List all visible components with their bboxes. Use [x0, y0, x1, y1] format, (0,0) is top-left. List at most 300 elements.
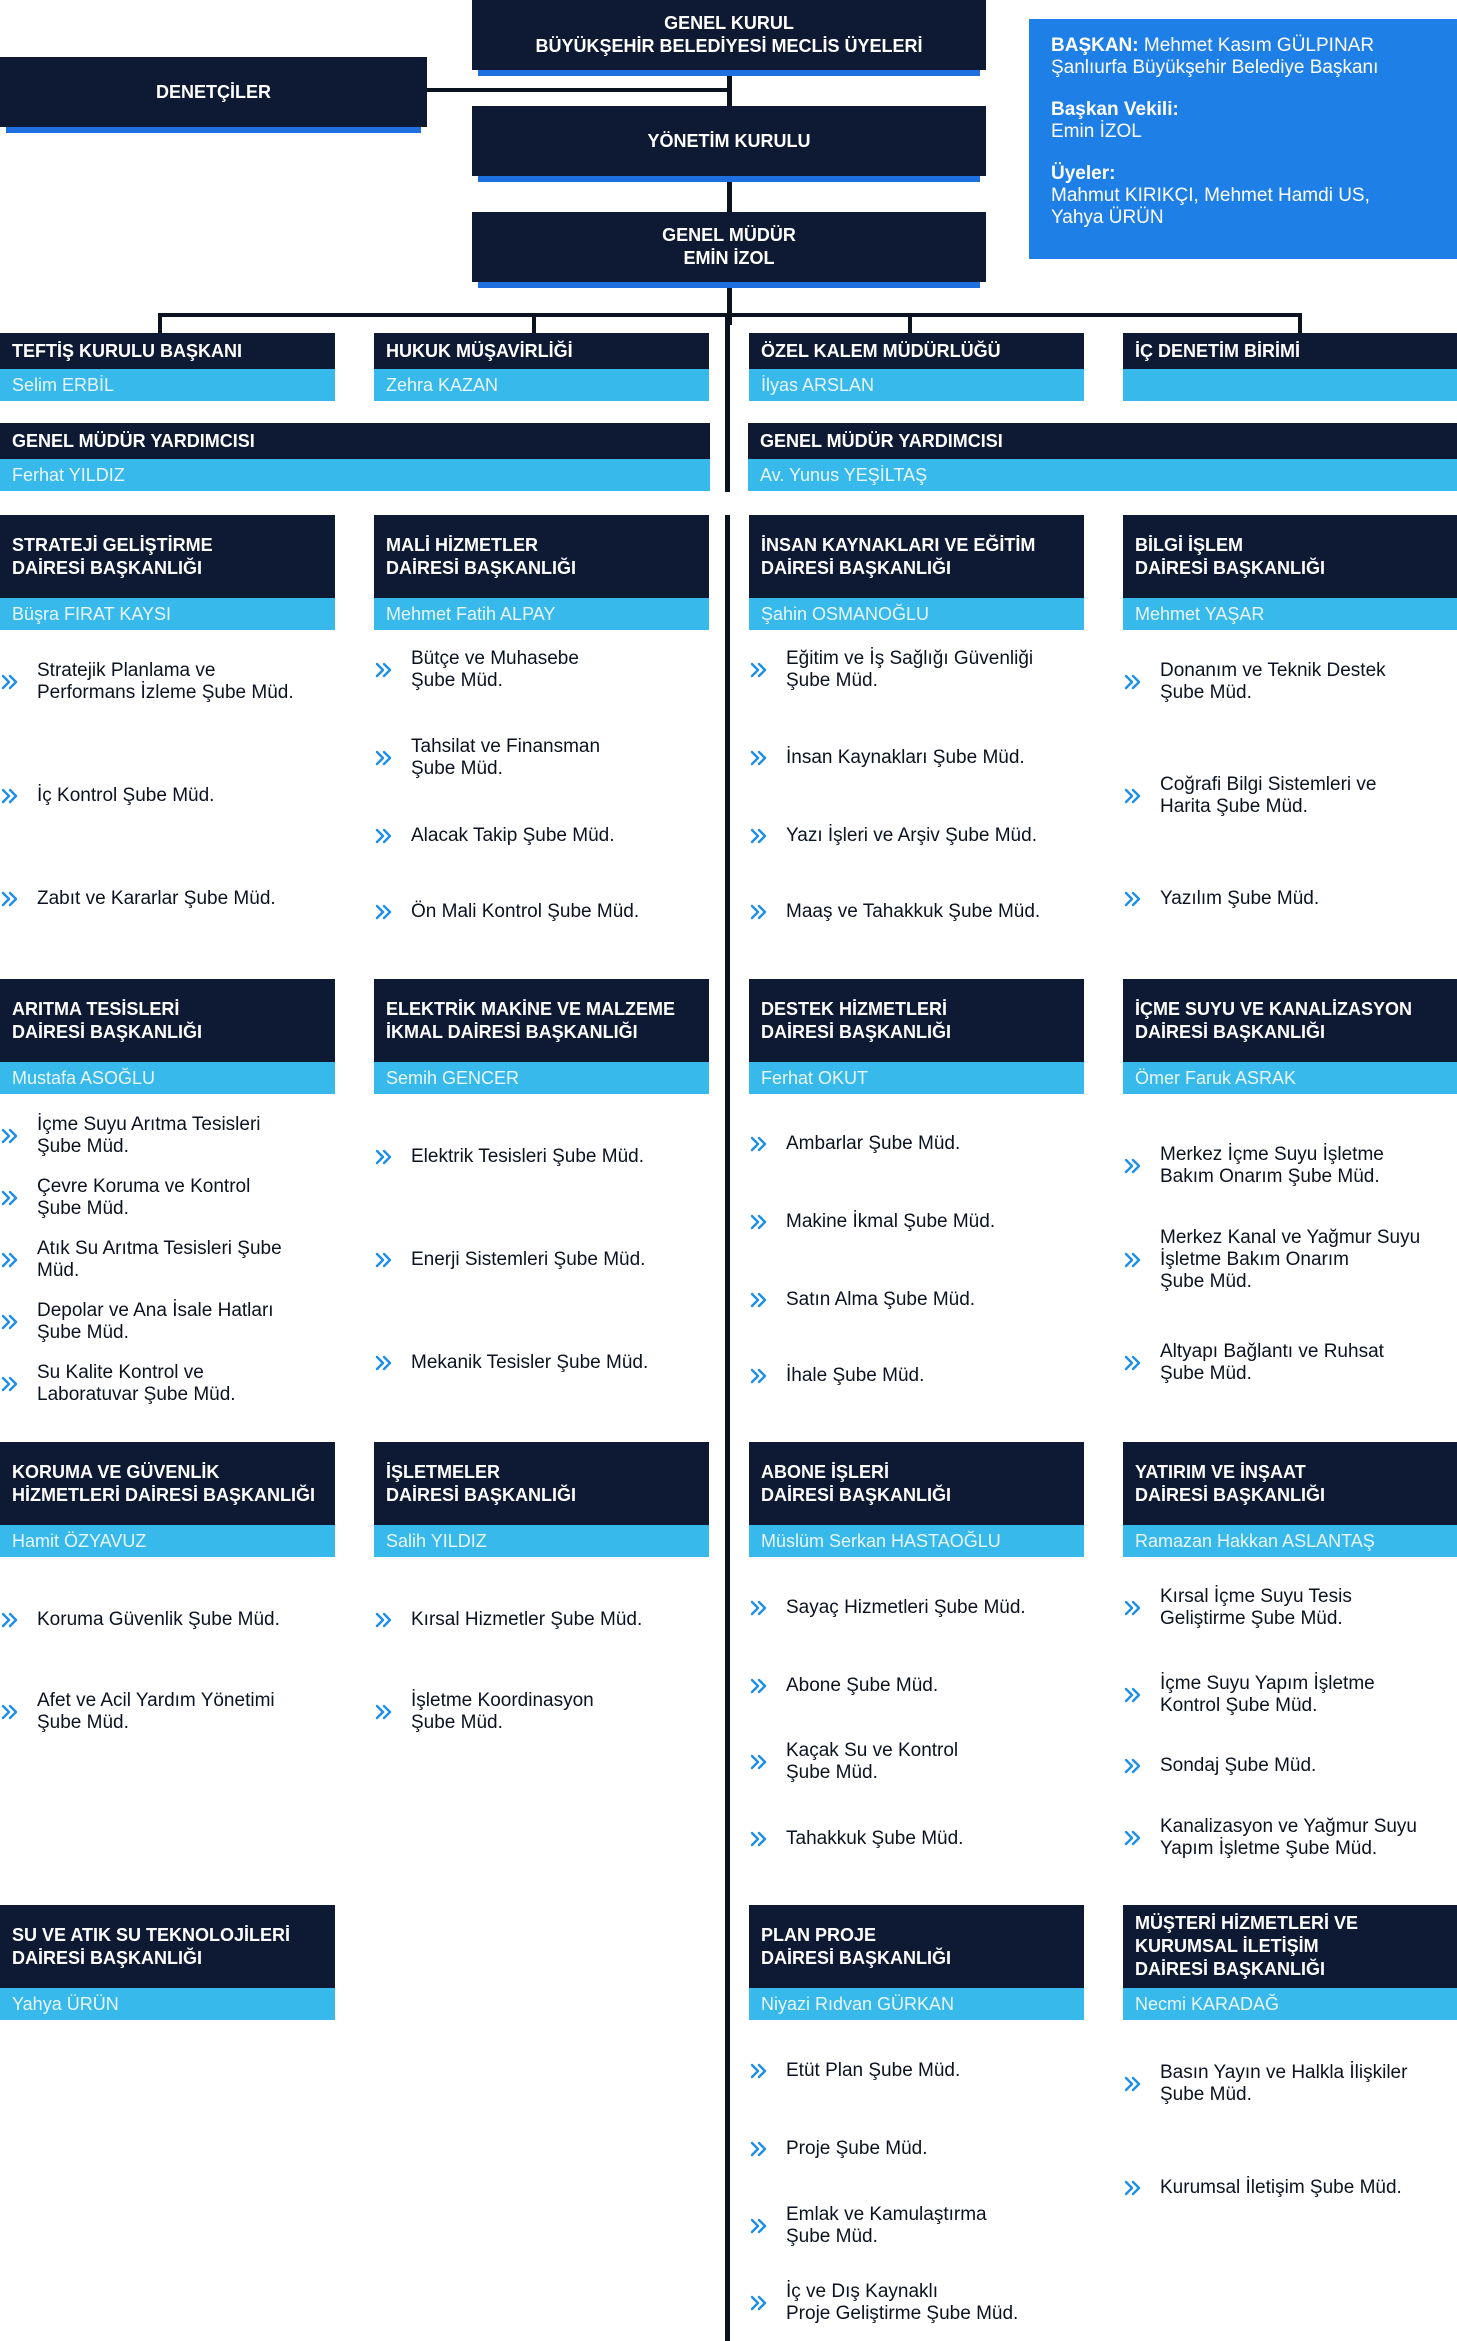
sub-unit-label-line: Yazı İşleri ve Arşiv Şube Müd. — [786, 825, 1037, 846]
sub-unit-label-line: Ön Mali Kontrol Şube Müd. — [411, 901, 640, 922]
double-chevron-right-icon — [1123, 1156, 1143, 1176]
double-chevron-right-icon — [0, 1610, 20, 1630]
double-chevron-right-icon — [749, 2293, 769, 2313]
sub-unit-item — [1123, 2177, 1457, 2199]
denetciler-box — [0, 57, 427, 127]
double-chevron-right-icon — [749, 748, 769, 768]
sub-unit-label-line: Performans İzleme Şube Müd. — [37, 682, 294, 703]
sub-unit-item — [374, 1352, 709, 1374]
genel-kurul-subtitle: BÜYÜKŞEHİR BELEDİYESİ MECLİS ÜYELERİ — [535, 36, 923, 56]
staff-box-4 — [1123, 333, 1457, 401]
double-chevron-right-icon — [374, 1610, 394, 1630]
sub-unit-item — [0, 1114, 335, 1158]
sub-unit-item — [749, 648, 1084, 692]
sub-unit-item — [749, 1211, 1084, 1233]
sub-unit-label — [37, 1690, 275, 1734]
genel-mudur-name: EMİN İZOL — [683, 248, 775, 268]
sub-unit-label — [1160, 660, 1386, 704]
double-chevron-right-icon — [374, 1250, 394, 1270]
sub-unit-item — [1123, 660, 1457, 704]
department-13 — [0, 1905, 335, 2020]
sub-unit-label-line: Yazılım Şube Müd. — [1160, 888, 1320, 909]
department-4-person: Mehmet YAŞAR — [1123, 598, 1457, 630]
double-chevron-right-icon — [374, 748, 394, 768]
sub-unit-label-line: Atık Su Arıtma Tesisleri Şube — [37, 1238, 282, 1259]
double-chevron-right-icon — [749, 1290, 769, 1310]
sub-unit-label-line: Kırsal İçme Suyu Tesis — [1160, 1586, 1352, 1607]
department-4-title-line: BİLGİ İŞLEM — [1135, 534, 1243, 555]
sub-unit-label-line: Sayaç Hizmetleri Şube Müd. — [786, 1597, 1026, 1618]
department-12-person: Ramazan Hakkan ASLANTAŞ — [1123, 1525, 1457, 1557]
sub-unit-label-line: Şube Müd. — [1160, 1363, 1252, 1384]
sub-unit-item — [749, 747, 1084, 769]
double-chevron-right-icon — [0, 672, 20, 692]
department-2-person: Mehmet Fatih ALPAY — [374, 598, 709, 630]
sub-unit-item — [1123, 774, 1457, 818]
sub-unit-item — [374, 736, 709, 780]
double-chevron-right-icon — [1123, 2178, 1143, 2198]
sub-unit-label — [411, 648, 579, 692]
sub-unit-label-line: Bütçe ve Muhasebe — [411, 648, 579, 669]
department-11-title-line: DAİRESİ BAŞKANLIĞI — [761, 1484, 952, 1505]
sub-unit-label — [786, 1289, 975, 1311]
sub-unit-label-line: Çevre Koruma ve Kontrol — [37, 1176, 251, 1197]
sub-unit-label-line: Basın Yayın ve Halkla İlişkiler — [1160, 2062, 1408, 2083]
deputy-box-1-title — [0, 423, 710, 459]
sub-unit-label — [411, 1690, 594, 1734]
sub-unit-item — [0, 1300, 335, 1344]
staff-box-3-person: İlyas ARSLAN — [749, 369, 1084, 401]
double-chevron-right-icon — [0, 1312, 20, 1332]
sub-unit-item — [749, 825, 1084, 847]
double-chevron-right-icon — [0, 1250, 20, 1270]
sub-unit-label — [411, 901, 639, 923]
sub-unit-label-line: Stratejik Planlama ve — [37, 660, 216, 681]
sub-unit-label — [786, 1828, 963, 1850]
department-1-person: Büşra FIRAT KAYSI — [0, 598, 335, 630]
sub-unit-label — [786, 825, 1037, 847]
double-chevron-right-icon — [1123, 672, 1143, 692]
department-5 — [0, 979, 335, 1094]
department-10-title — [374, 1442, 709, 1525]
connector-staff-drop-3 — [908, 313, 912, 333]
staff-box-1-title-line: TEFTİŞ KURULU BAŞKANI — [12, 340, 242, 361]
double-chevron-right-icon — [1123, 1828, 1143, 1848]
staff-box-2-title-line: HUKUK MÜŞAVİRLİĞİ — [386, 340, 573, 361]
sub-unit-item — [749, 901, 1084, 923]
sub-unit-item — [749, 2204, 1084, 2248]
sub-unit-label-line: Geliştirme Şube Müd. — [1160, 1608, 1343, 1629]
sub-unit-label-line: Satın Alma Şube Müd. — [786, 1289, 976, 1310]
staff-box-2-title — [374, 333, 709, 369]
sub-unit-label — [1160, 2177, 1402, 2199]
double-chevron-right-icon — [749, 902, 769, 922]
yonetim-kurulu-title: YÖNETİM KURULU — [647, 130, 811, 151]
department-15-person: Necmi KARADAĞ — [1123, 1988, 1457, 2020]
sub-unit-label — [1160, 1341, 1384, 1385]
sub-unit-label — [786, 1675, 938, 1697]
department-5-person: Mustafa ASOĞLU — [0, 1062, 335, 1094]
staff-box-1-person: Selim ERBİL — [0, 369, 335, 401]
baskan-label: BAŞKAN: — [1051, 35, 1139, 56]
double-chevron-right-icon — [374, 1147, 394, 1167]
sub-unit-label — [37, 785, 214, 807]
double-chevron-right-icon — [749, 1676, 769, 1696]
double-chevron-right-icon — [374, 902, 394, 922]
sub-unit-item — [0, 1238, 335, 1282]
department-9-title-line: HİZMETLERİ DAİRESİ BAŞKANLIĞI — [12, 1484, 316, 1505]
department-2-title — [374, 515, 709, 598]
sub-unit-label — [1160, 1755, 1316, 1777]
sub-unit-label-line: Şube Müd. — [411, 1712, 503, 1733]
department-5-title — [0, 979, 335, 1062]
sub-unit-label — [786, 1365, 924, 1387]
department-1-title-line: STRATEJİ GELİŞTİRME — [12, 534, 213, 555]
sub-unit-label — [786, 1211, 995, 1233]
sub-unit-item — [374, 1690, 709, 1734]
board-info-box — [1029, 19, 1457, 259]
department-12-title — [1123, 1442, 1457, 1525]
sub-unit-item — [749, 1740, 1084, 1784]
double-chevron-right-icon — [749, 1752, 769, 1772]
double-chevron-right-icon — [749, 2139, 769, 2159]
sub-unit-label-line: Müd. — [37, 1260, 80, 1281]
sub-unit-item — [1123, 1755, 1457, 1777]
double-chevron-right-icon — [374, 660, 394, 680]
department-6-title-line: ELEKTRİK MAKİNE VE MALZEME — [386, 998, 676, 1019]
department-4 — [1123, 515, 1457, 630]
sub-unit-item — [1123, 888, 1457, 910]
connector-staff-horizontal — [158, 313, 1302, 317]
staff-box-4-title — [1123, 333, 1457, 369]
sub-unit-label-line: Kontrol Şube Müd. — [1160, 1695, 1318, 1716]
department-11-person: Müslüm Serkan HASTAOĞLU — [749, 1525, 1084, 1557]
deputy-box-2-title-line: GENEL MÜDÜR YARDIMCISI — [760, 430, 1003, 451]
sub-unit-item — [1123, 1586, 1457, 1630]
deputy-box-1-person: Ferhat YILDIZ — [0, 459, 710, 491]
department-7-title — [749, 979, 1084, 1062]
sub-unit-label-line: Altyapı Bağlantı ve Ruhsat — [1160, 1341, 1384, 1362]
sub-unit-item — [749, 1133, 1084, 1155]
sub-unit-label — [1160, 2062, 1407, 2106]
connector-denetciler — [427, 88, 727, 92]
double-chevron-right-icon — [1123, 1250, 1143, 1270]
sub-unit-label-line: Maaş ve Tahakkuk Şube Müd. — [786, 901, 1041, 922]
department-3-title-line: DAİRESİ BAŞKANLIĞI — [761, 557, 952, 578]
sub-unit-item — [1123, 1227, 1457, 1293]
double-chevron-right-icon — [749, 1212, 769, 1232]
sub-unit-label — [37, 1176, 250, 1220]
double-chevron-right-icon — [749, 2061, 769, 2081]
sub-unit-item — [374, 1146, 709, 1168]
connector-staff-drop-1 — [158, 313, 162, 333]
department-15 — [1123, 1905, 1457, 2020]
sub-unit-item — [0, 1609, 335, 1631]
sub-unit-label-line: Şube Müd. — [37, 1136, 129, 1157]
sub-unit-label-line: Donanım ve Teknik Destek — [1160, 660, 1386, 681]
department-13-person: Yahya ÜRÜN — [0, 1988, 335, 2020]
genel-mudur-title: GENEL MÜDÜR — [662, 225, 796, 245]
connector-staff-drop-4 — [1298, 313, 1302, 333]
department-11-title-line: ABONE İŞLERİ — [761, 1461, 890, 1482]
uyeler-line-1: Mahmut KIRIKÇI, Mehmet Hamdi US, — [1051, 185, 1370, 206]
double-chevron-right-icon — [749, 826, 769, 846]
department-13-title-line: DAİRESİ BAŞKANLIĞI — [12, 1947, 203, 1968]
department-15-title-line: DAİRESİ BAŞKANLIĞI — [1135, 1959, 1326, 1979]
sub-unit-label-line: İçme Suyu Yapım İşletme — [1160, 1673, 1375, 1694]
department-15-title — [1123, 1905, 1457, 1988]
sub-unit-label-line: Afet ve Acil Yardım Yönetimi — [37, 1690, 275, 1711]
sub-unit-item — [374, 648, 709, 692]
department-8-title-line: İÇME SUYU VE KANALİZASYON — [1135, 998, 1413, 1019]
sub-unit-item — [749, 2060, 1084, 2082]
sub-unit-label — [411, 1609, 642, 1631]
double-chevron-right-icon — [749, 2216, 769, 2236]
double-chevron-right-icon — [1123, 1353, 1143, 1373]
sub-unit-label-line: Bakım Onarım Şube Müd. — [1160, 1166, 1380, 1187]
department-7-title-line: DAİRESİ BAŞKANLIĞI — [761, 1021, 952, 1042]
sub-unit-label-line: Alacak Takip Şube Müd. — [411, 825, 615, 846]
staff-box-4-title-line: İÇ DENETİM BİRİMİ — [1135, 340, 1300, 361]
department-8-person: Ömer Faruk ASRAK — [1123, 1062, 1457, 1094]
double-chevron-right-icon — [374, 826, 394, 846]
department-10-title-line: İŞLETMELER — [386, 1461, 501, 1482]
yonetim-kurulu-box — [472, 106, 986, 176]
sub-unit-item — [749, 1365, 1084, 1387]
staff-box-3-title — [749, 333, 1084, 369]
department-14-person: Niyazi Rıdvan GÜRKAN — [749, 1988, 1084, 2020]
sub-unit-item — [0, 660, 335, 704]
sub-unit-item — [749, 1828, 1084, 1850]
sub-unit-label — [786, 2138, 928, 2160]
connector-main-vertical — [725, 515, 730, 2341]
sub-unit-item — [0, 1362, 335, 1406]
sub-unit-label-line: Şube Müd. — [37, 1322, 129, 1343]
sub-unit-label-line: İç Kontrol Şube Müd. — [37, 785, 215, 806]
sub-unit-label-line: İç ve Dış Kaynaklı — [786, 2281, 939, 2302]
sub-unit-label — [37, 660, 294, 704]
staff-box-4-person — [1123, 369, 1457, 401]
staff-box-3-title-line: ÖZEL KALEM MÜDÜRLÜĞÜ — [761, 340, 1001, 361]
sub-unit-label — [786, 747, 1025, 769]
sub-unit-item — [749, 1675, 1084, 1697]
department-10-title-line: DAİRESİ BAŞKANLIĞI — [386, 1484, 577, 1505]
sub-unit-label — [786, 2060, 960, 2082]
sub-unit-label — [1160, 1586, 1352, 1630]
sub-unit-label — [786, 2204, 987, 2248]
department-13-title — [0, 1905, 335, 1988]
double-chevron-right-icon — [0, 1702, 20, 1722]
sub-unit-label-line: Makine İkmal Şube Müd. — [786, 1211, 996, 1232]
department-4-title — [1123, 515, 1457, 598]
double-chevron-right-icon — [1123, 889, 1143, 909]
sub-unit-label-line: Kanalizasyon ve Yağmur Suyu — [1160, 1816, 1418, 1837]
department-12-title-line: YATIRIM VE İNŞAAT — [1135, 1461, 1306, 1482]
sub-unit-item — [374, 1609, 709, 1631]
sub-unit-label-line: Tahakkuk Şube Müd. — [786, 1828, 964, 1849]
double-chevron-right-icon — [1123, 1756, 1143, 1776]
sub-unit-item — [749, 2281, 1084, 2325]
connector-deputies-upper — [725, 317, 730, 492]
sub-unit-item — [374, 1249, 709, 1271]
sub-unit-label-line: Yapım İşletme Şube Müd. — [1160, 1838, 1378, 1859]
sub-unit-label-line: Şube Müd. — [1160, 682, 1252, 703]
department-5-title-line: DAİRESİ BAŞKANLIĞI — [12, 1021, 203, 1042]
department-1-title — [0, 515, 335, 598]
sub-unit-label-line: İçme Suyu Arıtma Tesisleri — [37, 1114, 261, 1135]
sub-unit-label — [786, 1133, 960, 1155]
deputy-box-2 — [748, 423, 1457, 491]
sub-unit-label — [37, 1238, 282, 1282]
deputy-box-1 — [0, 423, 710, 491]
sub-unit-item — [0, 1176, 335, 1220]
department-11-title — [749, 1442, 1084, 1525]
sub-unit-label-line: Laboratuvar Şube Müd. — [37, 1384, 236, 1405]
sub-unit-label — [786, 1740, 958, 1784]
double-chevron-right-icon — [749, 1366, 769, 1386]
department-14-title — [749, 1905, 1084, 1988]
department-8-title — [1123, 979, 1457, 1062]
sub-unit-label-line: Eğitim ve İş Sağlığı Güvenliği — [786, 648, 1034, 669]
sub-unit-label-line: Enerji Sistemleri Şube Müd. — [411, 1249, 646, 1270]
deputy-box-1-title-line: GENEL MÜDÜR YARDIMCISI — [12, 430, 255, 451]
sub-unit-label — [37, 888, 276, 910]
department-9-title-line: KORUMA VE GÜVENLİK — [12, 1461, 220, 1482]
sub-unit-label-line: Proje Geliştirme Şube Müd. — [786, 2303, 1019, 2324]
sub-unit-label — [786, 2281, 1018, 2325]
department-10-person: Salih YILDIZ — [374, 1525, 709, 1557]
sub-unit-label — [1160, 774, 1376, 818]
department-15-title-line: KURUMSAL İLETİŞİM — [1135, 1936, 1319, 1956]
double-chevron-right-icon — [1123, 1685, 1143, 1705]
sub-unit-item — [0, 1690, 335, 1734]
sub-unit-item — [0, 785, 335, 807]
department-3-person: Şahin OSMANOĞLU — [749, 598, 1084, 630]
genel-kurul-box — [472, 0, 986, 70]
staff-box-1-title — [0, 333, 335, 369]
department-12-title-line: DAİRESİ BAŞKANLIĞI — [1135, 1484, 1326, 1505]
vekil-name: Emin İZOL — [1051, 121, 1142, 142]
department-8 — [1123, 979, 1457, 1094]
department-13-title-line: SU VE ATIK SU TEKNOLOJİLERİ — [12, 1924, 291, 1945]
uyeler-label: Üyeler: — [1051, 163, 1116, 184]
sub-unit-label — [37, 1114, 261, 1158]
staff-box-2-person: Zehra KAZAN — [374, 369, 709, 401]
double-chevron-right-icon — [374, 1702, 394, 1722]
sub-unit-label-line: Zabıt ve Kararlar Şube Müd. — [37, 888, 276, 909]
uyeler-line-2: Yahya ÜRÜN — [1051, 207, 1164, 228]
department-6 — [374, 979, 709, 1094]
sub-unit-label-line: Su Kalite Kontrol ve — [37, 1362, 204, 1383]
department-9 — [0, 1442, 335, 1557]
sub-unit-label-line: Şube Müd. — [37, 1198, 129, 1219]
sub-unit-label-line: Şube Müd. — [1160, 1271, 1252, 1292]
sub-unit-label-line: İhale Şube Müd. — [786, 1365, 925, 1386]
sub-unit-label-line: Mekanik Tesisler Şube Müd. — [411, 1352, 649, 1373]
department-6-person: Semih GENCER — [374, 1062, 709, 1094]
sub-unit-label — [1160, 1673, 1375, 1717]
sub-unit-label-line: Koruma Güvenlik Şube Müd. — [37, 1609, 280, 1630]
double-chevron-right-icon — [0, 889, 20, 909]
department-4-title-line: DAİRESİ BAŞKANLIĞI — [1135, 557, 1326, 578]
sub-unit-label-line: Elektrik Tesisleri Şube Müd. — [411, 1146, 645, 1167]
double-chevron-right-icon — [0, 786, 20, 806]
sub-unit-label-line: Proje Şube Müd. — [786, 2138, 928, 2159]
genel-kurul-title: GENEL KURUL — [664, 13, 794, 33]
department-14 — [749, 1905, 1084, 2020]
sub-unit-label-line: Şube Müd. — [786, 2226, 878, 2247]
sub-unit-label — [1160, 1816, 1417, 1860]
department-3 — [749, 515, 1084, 630]
baskan-role: Şanlıurfa Büyükşehir Belediye Başkanı — [1051, 57, 1379, 78]
sub-unit-label — [411, 1146, 644, 1168]
vekil-label: Başkan Vekili: — [1051, 99, 1179, 120]
deputy-box-2-title — [748, 423, 1457, 459]
sub-unit-label-line: Abone Şube Müd. — [786, 1675, 939, 1696]
department-10 — [374, 1442, 709, 1557]
baskan-name: Mehmet Kasım GÜLPINAR — [1143, 35, 1375, 56]
department-7-title-line: DESTEK HİZMETLERİ — [761, 998, 948, 1019]
department-9-person: Hamit ÖZYAVUZ — [0, 1525, 335, 1557]
sub-unit-label-line: Şube Müd. — [411, 758, 503, 779]
department-7-person: Ferhat OKUT — [749, 1062, 1084, 1094]
sub-unit-item — [1123, 2062, 1457, 2106]
sub-unit-label-line: Sondaj Şube Müd. — [1160, 1755, 1317, 1776]
department-14-title-line: DAİRESİ BAŞKANLIĞI — [761, 1947, 952, 1968]
department-12 — [1123, 1442, 1457, 1557]
double-chevron-right-icon — [1123, 1598, 1143, 1618]
staff-box-2 — [374, 333, 709, 401]
sub-unit-item — [374, 825, 709, 847]
sub-unit-item — [1123, 1673, 1457, 1717]
department-14-title-line: PLAN PROJE — [761, 1924, 877, 1945]
sub-unit-label — [411, 1249, 645, 1271]
sub-unit-item — [374, 901, 709, 923]
sub-unit-label — [37, 1300, 274, 1344]
sub-unit-label-line: Tahsilat ve Finansman — [411, 736, 601, 757]
sub-unit-label — [37, 1362, 236, 1406]
double-chevron-right-icon — [0, 1188, 20, 1208]
sub-unit-label — [1160, 888, 1319, 910]
department-7 — [749, 979, 1084, 1094]
sub-unit-label-line: Kırsal Hizmetler Şube Müd. — [411, 1609, 643, 1630]
sub-unit-label-line: İşletme Bakım Onarım — [1160, 1249, 1349, 1270]
sub-unit-label-line: Harita Şube Müd. — [1160, 796, 1308, 817]
sub-unit-label — [411, 1352, 648, 1374]
sub-unit-label-line: Kurumsal İletişim Şube Müd. — [1160, 2177, 1402, 2198]
sub-unit-label — [1160, 1144, 1384, 1188]
double-chevron-right-icon — [749, 1829, 769, 1849]
sub-unit-label — [37, 1609, 280, 1631]
department-11 — [749, 1442, 1084, 1557]
double-chevron-right-icon — [0, 1374, 20, 1394]
denetciler-title: DENETÇİLER — [155, 81, 271, 102]
sub-unit-item — [749, 2138, 1084, 2160]
sub-unit-label-line: Etüt Plan Şube Müd. — [786, 2060, 961, 2081]
sub-unit-label-line: Coğrafi Bilgi Sistemleri ve — [1160, 774, 1377, 795]
genel-mudur-box — [472, 212, 986, 282]
department-1-title-line: DAİRESİ BAŞKANLIĞI — [12, 557, 203, 578]
double-chevron-right-icon — [749, 1598, 769, 1618]
sub-unit-item — [0, 888, 335, 910]
department-1 — [0, 515, 335, 630]
sub-unit-label-line: Merkez Kanal ve Yağmur Suyu — [1160, 1227, 1421, 1248]
sub-unit-label-line: İnsan Kaynakları Şube Müd. — [786, 747, 1025, 768]
sub-unit-item — [1123, 1341, 1457, 1385]
double-chevron-right-icon — [1123, 786, 1143, 806]
staff-box-1 — [0, 333, 335, 401]
department-6-title-line: İKMAL DAİRESİ BAŞKANLIĞI — [386, 1021, 638, 1042]
